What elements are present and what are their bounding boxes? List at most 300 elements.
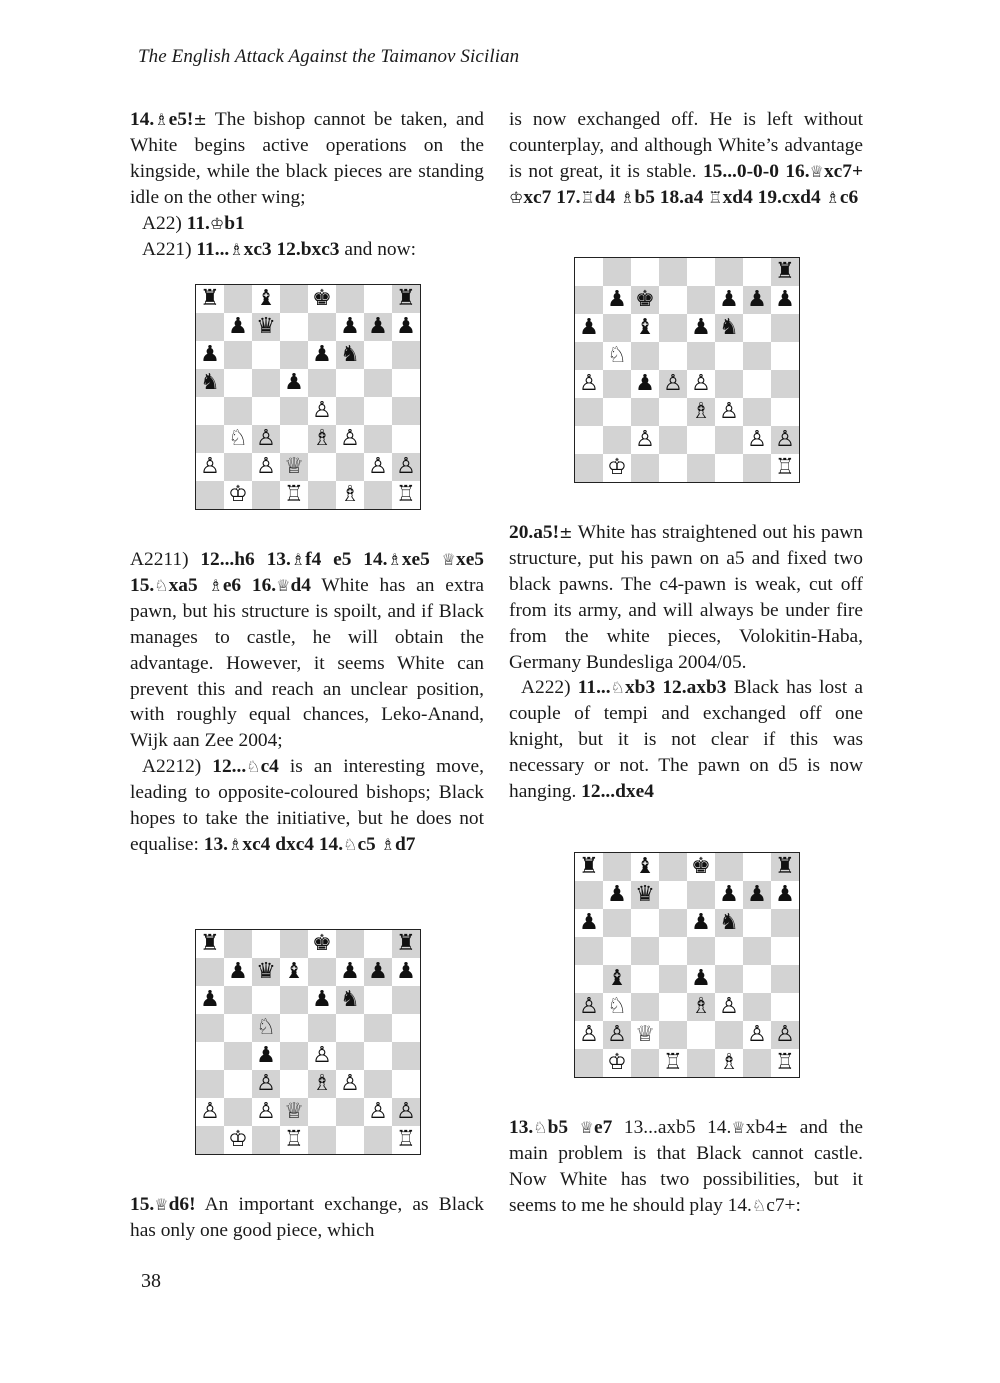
board-square bbox=[687, 1021, 715, 1049]
white-pawn-icon: ♙ bbox=[340, 426, 360, 451]
move-notation: 12... bbox=[212, 756, 247, 778]
move-notation: e7 bbox=[594, 1117, 613, 1138]
board-square bbox=[631, 398, 659, 426]
left-column bbox=[130, 107, 484, 262]
board-square bbox=[743, 454, 771, 482]
commentary-text: xb4 bbox=[745, 1117, 775, 1138]
board-square bbox=[575, 937, 603, 965]
board-square bbox=[659, 398, 687, 426]
board-square bbox=[364, 1070, 392, 1098]
chess-figurine-icon: ± bbox=[193, 110, 207, 129]
board-square bbox=[336, 1126, 364, 1154]
white-rook-icon: ♖ bbox=[284, 1127, 304, 1152]
white-pawn-icon: ♙ bbox=[312, 398, 332, 423]
board-square bbox=[280, 930, 308, 958]
black-pawn-icon: ♟ bbox=[691, 315, 711, 340]
commentary-text: 13...axb5 14. bbox=[612, 1117, 732, 1138]
board-square bbox=[308, 453, 336, 481]
board-square bbox=[743, 965, 771, 993]
board-square bbox=[336, 1042, 364, 1070]
board-square bbox=[224, 1042, 252, 1070]
board-square bbox=[631, 909, 659, 937]
chess-figurine-icon: ♗ bbox=[154, 110, 169, 129]
black-pawn-icon: ♟ bbox=[579, 910, 599, 935]
board-square bbox=[575, 286, 603, 314]
chess-figurine-icon: ± bbox=[774, 1118, 789, 1137]
board-square bbox=[280, 1070, 308, 1098]
board-square bbox=[659, 314, 687, 342]
move-notation: b1 bbox=[224, 212, 245, 234]
board-square bbox=[659, 258, 687, 286]
board-square bbox=[603, 426, 631, 454]
board-square bbox=[308, 1098, 336, 1126]
white-knight-icon: ♘ bbox=[256, 1015, 276, 1040]
black-queen-icon: ♛ bbox=[256, 314, 276, 339]
white-pawn-icon: ♙ bbox=[579, 1022, 599, 1047]
board-square bbox=[575, 1049, 603, 1077]
board-square bbox=[659, 286, 687, 314]
board-square bbox=[715, 426, 743, 454]
white-bishop-icon: ♗ bbox=[691, 399, 711, 424]
black-pawn-icon: ♟ bbox=[228, 959, 248, 984]
board-square bbox=[743, 314, 771, 342]
commentary-text: is now exchanged off. He is left without counterplay, and although White’s advantage is not great, it is stable. bbox=[509, 109, 863, 182]
board-square bbox=[252, 397, 280, 425]
chess-figurine-icon: ♘ bbox=[751, 1195, 767, 1215]
board-square bbox=[659, 853, 687, 881]
board-square bbox=[743, 258, 771, 286]
board-square bbox=[603, 937, 631, 965]
board-square bbox=[224, 369, 252, 397]
move-notation: xb3 12.axb3 bbox=[624, 677, 727, 699]
chess-diagram-3 bbox=[195, 929, 421, 1155]
left-column-part2 bbox=[130, 547, 484, 858]
board-square bbox=[392, 341, 420, 369]
black-bishop-icon: ♝ bbox=[607, 966, 627, 991]
chess-figurine-icon: ± bbox=[559, 523, 573, 542]
white-pawn-icon: ♙ bbox=[256, 426, 276, 451]
left-text-block-2 bbox=[130, 547, 484, 858]
commentary-text: A221) bbox=[142, 238, 197, 260]
left-column-part3 bbox=[130, 1192, 484, 1244]
black-bishop-icon: ♝ bbox=[635, 315, 655, 340]
left-text-block-3 bbox=[130, 1192, 484, 1244]
black-king-icon: ♚ bbox=[691, 854, 711, 879]
chess-figurine-icon: ♕ bbox=[441, 550, 456, 569]
move-notation: 11. bbox=[186, 212, 210, 234]
board-square bbox=[743, 909, 771, 937]
board-square bbox=[224, 1014, 252, 1042]
board-square bbox=[659, 881, 687, 909]
board-square bbox=[308, 481, 336, 509]
black-pawn-icon: ♟ bbox=[368, 959, 388, 984]
white-king-icon: ♔ bbox=[228, 1127, 248, 1152]
move-notation: 20.a5! bbox=[509, 522, 560, 543]
board-square bbox=[687, 258, 715, 286]
board-square bbox=[659, 342, 687, 370]
move-notation: d4 bbox=[290, 574, 311, 596]
page-number: 38 bbox=[141, 1270, 161, 1292]
board-square bbox=[687, 286, 715, 314]
board-square bbox=[659, 937, 687, 965]
white-pawn-icon: ♙ bbox=[396, 1099, 416, 1124]
board-square bbox=[392, 397, 420, 425]
move-notation: d4 bbox=[594, 186, 621, 208]
chess-figurine-icon: ♕ bbox=[154, 1195, 169, 1214]
board-square bbox=[196, 1126, 224, 1154]
white-queen-icon: ♕ bbox=[284, 454, 304, 479]
board-square bbox=[575, 258, 603, 286]
white-rook-icon: ♖ bbox=[775, 455, 795, 480]
chess-figurine-icon: ♔ bbox=[509, 187, 524, 207]
board-square bbox=[631, 965, 659, 993]
black-pawn-icon: ♟ bbox=[775, 287, 795, 312]
board-square bbox=[308, 369, 336, 397]
white-queen-icon: ♕ bbox=[635, 1022, 655, 1047]
black-pawn-icon: ♟ bbox=[284, 370, 304, 395]
chess-diagram-1 bbox=[195, 284, 421, 510]
chess-figurine-icon: ♗ bbox=[228, 834, 243, 854]
board-square bbox=[603, 370, 631, 398]
white-pawn-icon: ♙ bbox=[747, 427, 767, 452]
white-king-icon: ♔ bbox=[607, 1050, 627, 1075]
board-square bbox=[280, 313, 308, 341]
board-square bbox=[631, 258, 659, 286]
board-square bbox=[659, 1021, 687, 1049]
board-square bbox=[364, 425, 392, 453]
paragraph bbox=[130, 754, 484, 858]
white-rook-icon: ♖ bbox=[284, 482, 304, 507]
commentary-text: Black has lost a couple of tempi and exchanged off one knight, but it is not clear if this was necessary or not. The pawn on d5 is now hanging. bbox=[509, 677, 864, 803]
white-knight-icon: ♘ bbox=[607, 994, 627, 1019]
right-column bbox=[509, 107, 863, 211]
board-square bbox=[364, 930, 392, 958]
board-square bbox=[771, 909, 799, 937]
running-header: The English Attack Against the Taimanov Sicilian bbox=[138, 46, 520, 67]
commentary-text: c7+: bbox=[766, 1194, 801, 1216]
white-pawn-icon: ♙ bbox=[775, 427, 795, 452]
white-rook-icon: ♖ bbox=[663, 1050, 683, 1075]
black-pawn-icon: ♟ bbox=[579, 315, 599, 340]
board-square bbox=[603, 909, 631, 937]
black-pawn-icon: ♟ bbox=[256, 1043, 276, 1068]
board-square bbox=[631, 1049, 659, 1077]
board-square bbox=[252, 986, 280, 1014]
board-square bbox=[224, 285, 252, 313]
move-notation: 15. bbox=[130, 1194, 155, 1215]
white-pawn-icon: ♙ bbox=[368, 454, 388, 479]
board-square bbox=[687, 937, 715, 965]
board-square bbox=[336, 1098, 364, 1126]
move-notation: c4 bbox=[260, 756, 279, 778]
black-bishop-icon: ♝ bbox=[256, 286, 276, 311]
board-square bbox=[196, 1070, 224, 1098]
board-square bbox=[336, 453, 364, 481]
white-pawn-icon: ♙ bbox=[719, 399, 739, 424]
move-notation: e5! bbox=[168, 109, 194, 130]
white-pawn-icon: ♙ bbox=[747, 1022, 767, 1047]
white-bishop-icon: ♗ bbox=[340, 482, 360, 507]
paragraph bbox=[130, 237, 484, 263]
black-pawn-icon: ♟ bbox=[635, 371, 655, 396]
white-pawn-icon: ♙ bbox=[200, 1099, 220, 1124]
board-square bbox=[743, 342, 771, 370]
white-pawn-icon: ♙ bbox=[691, 371, 711, 396]
paragraph bbox=[509, 675, 863, 805]
white-pawn-icon: ♙ bbox=[663, 371, 683, 396]
white-pawn-icon: ♙ bbox=[368, 1099, 388, 1124]
board-square bbox=[280, 986, 308, 1014]
chess-figurine-icon: ♖ bbox=[708, 187, 723, 207]
board-square bbox=[715, 965, 743, 993]
black-knight-icon: ♞ bbox=[719, 315, 739, 340]
black-king-icon: ♚ bbox=[312, 931, 332, 956]
board-square bbox=[364, 341, 392, 369]
black-knight-icon: ♞ bbox=[340, 342, 360, 367]
right-text-block-2 bbox=[509, 520, 863, 805]
board-square bbox=[364, 369, 392, 397]
chess-figurine-icon: ♘ bbox=[154, 575, 169, 595]
board-square bbox=[575, 426, 603, 454]
black-pawn-icon: ♟ bbox=[607, 287, 627, 312]
board-square bbox=[196, 1014, 224, 1042]
board-square bbox=[715, 937, 743, 965]
black-pawn-icon: ♟ bbox=[200, 342, 220, 367]
move-notation: xa5 bbox=[168, 574, 209, 596]
board-square bbox=[196, 397, 224, 425]
board-square bbox=[715, 258, 743, 286]
move-notation: c5 bbox=[357, 833, 381, 855]
black-rook-icon: ♜ bbox=[396, 931, 416, 956]
black-knight-icon: ♞ bbox=[200, 370, 220, 395]
chess-figurine-icon: ♘ bbox=[246, 757, 261, 777]
board-square bbox=[603, 258, 631, 286]
board-square bbox=[687, 426, 715, 454]
board-square bbox=[196, 313, 224, 341]
board-square bbox=[659, 426, 687, 454]
black-rook-icon: ♜ bbox=[775, 854, 795, 879]
move-notation: 11... bbox=[196, 238, 230, 260]
board-square bbox=[715, 1021, 743, 1049]
chess-figurine-icon: ♗ bbox=[620, 187, 635, 207]
board-square bbox=[392, 1014, 420, 1042]
commentary-text: White has an extra pawn, but his structure is spoilt, and if Black manages to castle, he will obtain the advantage. However, it seems White can prevent this and reach an unclear position, with roughly equal chances, Leko-Anand, Wijk aan Zee 2004; bbox=[130, 574, 485, 752]
board-square bbox=[771, 937, 799, 965]
chess-figurine-icon: ♕ bbox=[579, 1118, 594, 1137]
chess-diagram-2 bbox=[574, 257, 800, 483]
move-notation: xd4 19.cxd4 bbox=[722, 186, 826, 208]
black-pawn-icon: ♟ bbox=[396, 314, 416, 339]
move-notation: b5 18.a4 bbox=[634, 186, 709, 208]
board-square bbox=[743, 853, 771, 881]
black-pawn-icon: ♟ bbox=[340, 959, 360, 984]
board-square bbox=[336, 397, 364, 425]
board-square bbox=[687, 342, 715, 370]
commentary-text: A2211) bbox=[130, 549, 201, 570]
board-square bbox=[687, 1049, 715, 1077]
white-pawn-icon: ♙ bbox=[256, 454, 276, 479]
board-square bbox=[631, 342, 659, 370]
commentary-text: A22) bbox=[142, 212, 187, 234]
white-pawn-icon: ♙ bbox=[579, 994, 599, 1019]
white-pawn-icon: ♙ bbox=[256, 1071, 276, 1096]
chess-figurine-icon: ♔ bbox=[209, 213, 225, 233]
board-square bbox=[743, 398, 771, 426]
board-square bbox=[280, 425, 308, 453]
paragraph bbox=[130, 107, 484, 211]
board-square bbox=[659, 965, 687, 993]
black-queen-icon: ♛ bbox=[256, 959, 276, 984]
white-pawn-icon: ♙ bbox=[775, 1022, 795, 1047]
chess-figurine-icon: ♗ bbox=[825, 187, 840, 207]
board-square bbox=[575, 342, 603, 370]
black-king-icon: ♚ bbox=[312, 286, 332, 311]
white-pawn-icon: ♙ bbox=[719, 994, 739, 1019]
move-notation: xc7+ bbox=[823, 160, 863, 182]
white-rook-icon: ♖ bbox=[396, 482, 416, 507]
board-square bbox=[336, 285, 364, 313]
black-rook-icon: ♜ bbox=[200, 931, 220, 956]
board-square bbox=[392, 1070, 420, 1098]
board-square bbox=[336, 369, 364, 397]
move-notation: 12...dxe4 bbox=[581, 781, 654, 803]
black-rook-icon: ♜ bbox=[200, 286, 220, 311]
black-pawn-icon: ♟ bbox=[200, 987, 220, 1012]
board-square bbox=[743, 370, 771, 398]
black-pawn-icon: ♟ bbox=[747, 287, 767, 312]
white-pawn-icon: ♙ bbox=[635, 427, 655, 452]
white-knight-icon: ♘ bbox=[228, 426, 248, 451]
white-pawn-icon: ♙ bbox=[396, 454, 416, 479]
board-square bbox=[196, 425, 224, 453]
move-notation: xc7 17. bbox=[523, 186, 581, 208]
paragraph bbox=[509, 107, 863, 211]
board-square bbox=[659, 454, 687, 482]
paragraph bbox=[509, 1115, 863, 1219]
board-square bbox=[743, 1049, 771, 1077]
move-notation: c6 bbox=[839, 186, 859, 208]
board-square bbox=[252, 481, 280, 509]
board-square bbox=[659, 909, 687, 937]
board-square bbox=[364, 397, 392, 425]
white-queen-icon: ♕ bbox=[284, 1099, 304, 1124]
board-square bbox=[687, 454, 715, 482]
chess-figurine-icon: ♗ bbox=[380, 834, 395, 854]
black-pawn-icon: ♟ bbox=[607, 882, 627, 907]
board-square bbox=[631, 454, 659, 482]
white-bishop-icon: ♗ bbox=[691, 994, 711, 1019]
chess-figurine-icon: ♕ bbox=[809, 161, 824, 181]
black-pawn-icon: ♟ bbox=[691, 910, 711, 935]
black-pawn-icon: ♟ bbox=[691, 966, 711, 991]
commentary-text: and the main problem is that Black cannot castle. Now White has two possibilities, but it seems to me he should play 14. bbox=[509, 1117, 864, 1216]
black-pawn-icon: ♟ bbox=[747, 882, 767, 907]
white-bishop-icon: ♗ bbox=[719, 1050, 739, 1075]
commentary-text: A222) bbox=[521, 677, 578, 699]
paragraph bbox=[130, 211, 484, 237]
move-notation: d7 bbox=[394, 833, 416, 855]
white-king-icon: ♔ bbox=[228, 482, 248, 507]
board-square bbox=[392, 1042, 420, 1070]
board-square bbox=[280, 285, 308, 313]
board-square bbox=[771, 342, 799, 370]
black-pawn-icon: ♟ bbox=[368, 314, 388, 339]
black-king-icon: ♚ bbox=[635, 287, 655, 312]
black-pawn-icon: ♟ bbox=[775, 882, 795, 907]
board-square bbox=[603, 314, 631, 342]
chess-figurine-icon: ♗ bbox=[208, 575, 223, 595]
board-square bbox=[715, 454, 743, 482]
black-queen-icon: ♛ bbox=[635, 882, 655, 907]
black-pawn-icon: ♟ bbox=[340, 314, 360, 339]
board-square bbox=[771, 398, 799, 426]
board-square bbox=[224, 1070, 252, 1098]
board-square bbox=[631, 993, 659, 1021]
board-square bbox=[224, 397, 252, 425]
board-square bbox=[308, 1126, 336, 1154]
chess-figurine-icon: ♕ bbox=[276, 575, 291, 595]
board-square bbox=[603, 398, 631, 426]
right-column-part3 bbox=[509, 1115, 863, 1219]
move-notation: e6 16. bbox=[222, 574, 277, 596]
board-square bbox=[196, 481, 224, 509]
paragraph bbox=[130, 547, 484, 754]
black-pawn-icon: ♟ bbox=[719, 882, 739, 907]
board-square bbox=[392, 986, 420, 1014]
black-rook-icon: ♜ bbox=[775, 259, 795, 284]
black-bishop-icon: ♝ bbox=[635, 854, 655, 879]
move-notation: 13. bbox=[203, 833, 229, 855]
black-pawn-icon: ♟ bbox=[228, 314, 248, 339]
left-text-block-1 bbox=[130, 107, 484, 262]
white-king-icon: ♔ bbox=[607, 455, 627, 480]
board-square bbox=[252, 341, 280, 369]
white-pawn-icon: ♙ bbox=[579, 371, 599, 396]
white-bishop-icon: ♗ bbox=[312, 1071, 332, 1096]
board-square bbox=[687, 881, 715, 909]
white-knight-icon: ♘ bbox=[607, 343, 627, 368]
chess-figurine-icon: ♘ bbox=[533, 1118, 548, 1137]
commentary-text: is an interesting move, leading to opposite-coloured bishops; Black hopes to take the initiative, but he does not equalise: bbox=[130, 756, 485, 855]
board-square bbox=[280, 397, 308, 425]
board-square bbox=[308, 313, 336, 341]
move-notation: f4 e5 14. bbox=[305, 549, 388, 570]
chess-figurine-icon: ♗ bbox=[229, 239, 244, 259]
move-notation: xc3 12.bxc3 bbox=[243, 238, 340, 260]
white-pawn-icon: ♙ bbox=[200, 454, 220, 479]
board-square bbox=[575, 965, 603, 993]
board-square bbox=[771, 314, 799, 342]
white-pawn-icon: ♙ bbox=[256, 1099, 276, 1124]
board-square bbox=[336, 930, 364, 958]
board-square bbox=[224, 341, 252, 369]
chess-figurine-icon: ♗ bbox=[290, 550, 306, 569]
commentary-text: The bishop cannot be taken, and White begins active operations on the kingside, while the black pieces are standing idle on the other wing; bbox=[130, 109, 484, 208]
paragraph bbox=[130, 1192, 484, 1244]
white-rook-icon: ♖ bbox=[396, 1127, 416, 1152]
white-rook-icon: ♖ bbox=[775, 1050, 795, 1075]
board-square bbox=[308, 958, 336, 986]
commentary-text: White has straightened out his pawn structure, put his pawn on a5 and fixed two black pawns. The c4-pawn is weak, cut off from its army, and will always be under fire from the white pieces, Volokitin-Haba, Germany Bundesliga 2004/05. bbox=[509, 522, 863, 673]
white-bishop-icon: ♗ bbox=[312, 426, 332, 451]
chess-figurine-icon: ♘ bbox=[343, 834, 358, 854]
black-knight-icon: ♞ bbox=[340, 987, 360, 1012]
board-square bbox=[280, 341, 308, 369]
board-square bbox=[196, 958, 224, 986]
board-square bbox=[364, 285, 392, 313]
board-square bbox=[575, 398, 603, 426]
move-notation: 12...h6 13. bbox=[200, 549, 291, 570]
